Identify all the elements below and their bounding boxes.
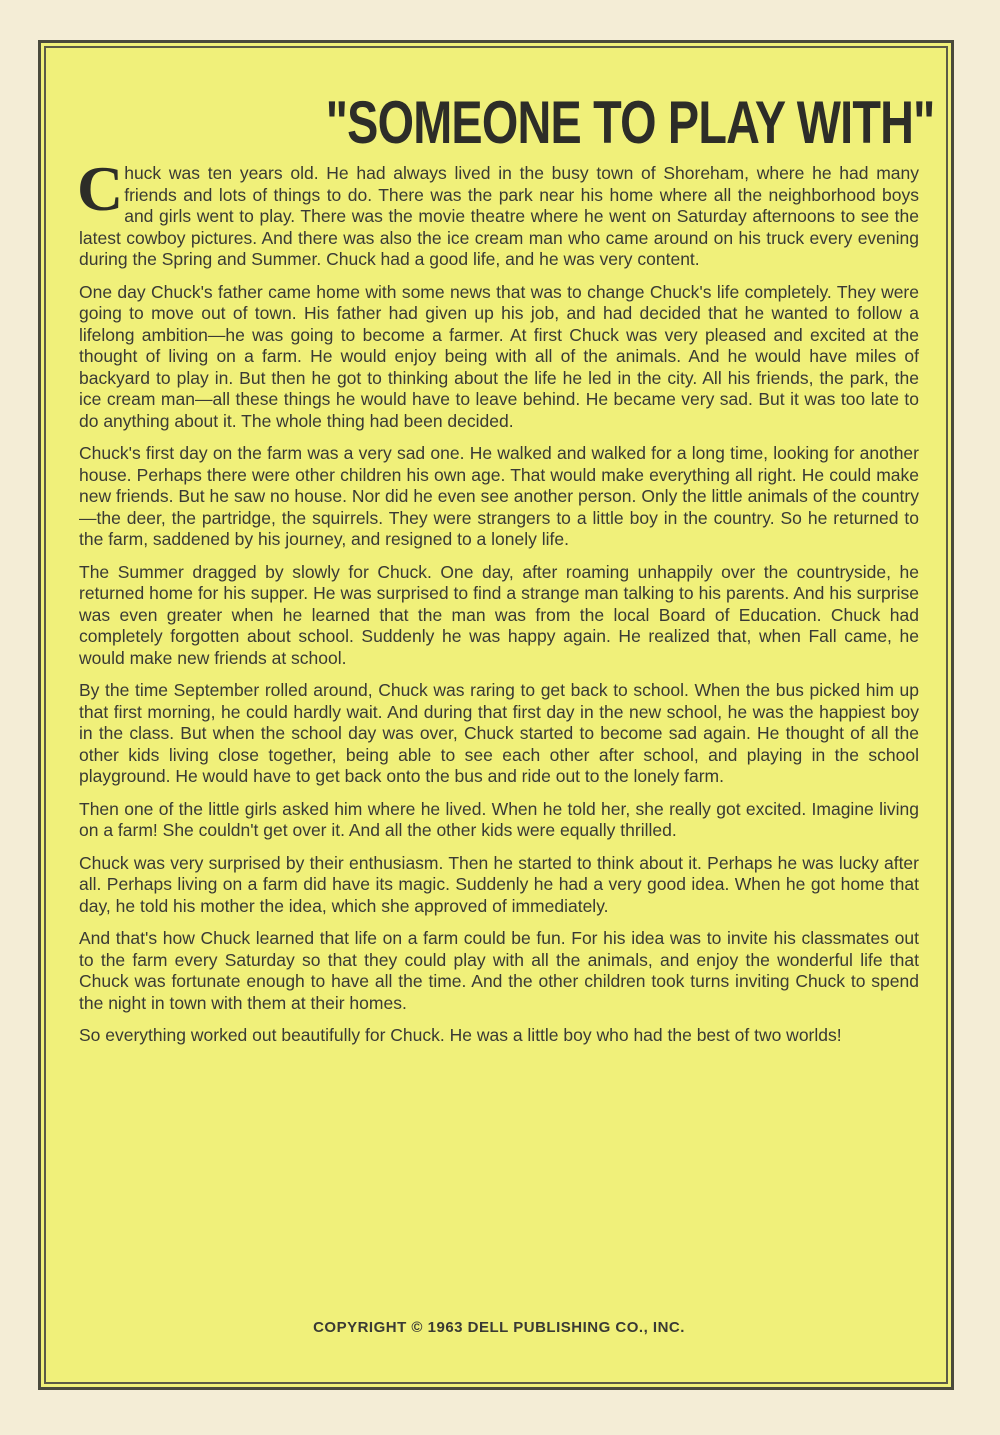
story-body bbox=[77, 153, 919, 1058]
copyright-notice: COPYRIGHT © 1963 DELL PUBLISHING CO., INC. bbox=[313, 1319, 685, 1336]
story-paragraph-2: One day Chuck's father came home with some news that was to change Chuck's life completely. They were going to move out of town. His father had given up his job, and had decided that he wanted to follow a lifelong ambition—he was going to become a farmer. At first Chuck was very pleased and excited at the thought of living on a farm. He would enjoy being with all of the animals. And he would have miles of backyard to play in. But then he got to thinking about the life he led in the city. All his friends, the park, the ice cream man—all these things he would have to leave behind. He became very sad. But it was too late to do anything about it. The whole thing had been decided. bbox=[79, 281, 919, 431]
story-paragraph-5: By the time September rolled around, Chuck was raring to get back to school. When the bus picked him up that first morning, he could hardly wait. And during that first day in the new school, he was the happiest boy in the class. But when the school day was over, Chuck started to become sad again. He thought of all the other kids living close together, being able to see each other after school, and playing in the school playground. He would have to get back onto the bus and ride out to the lonely farm. bbox=[79, 680, 919, 786]
story-paragraph-9: So everything worked out beautifully for Chuck. He was a little boy who had the best of two worlds! bbox=[79, 1025, 842, 1045]
text-story-panel bbox=[38, 40, 954, 1390]
story-paragraph-7: Chuck was very surprised by their enthusiasm. Then he started to think about it. Perhaps he was lucky after all. Perhaps living on a farm did have its magic. Suddenly he had a very good idea. When he got home that day, he told his mother the idea, which she approved of immediately. bbox=[79, 852, 919, 916]
drop-cap: C bbox=[77, 153, 124, 224]
story-paragraph-1-text: huck was ten years old. He had always lived in the busy town of Shoreham, where he had many friends and lots of things to do. There was the park near his home where all the neighborhood boys and girls went to play. There was the movie theatre where he went on Saturday afternoons to see the latest cowboy pictures. And there was also the ice cream man who came around on his truck every evening during the Spring and Summer. Chuck had a good life, and he was very content. bbox=[79, 163, 919, 269]
story-title: "SOMEONE TO PLAY WITH" bbox=[326, 89, 935, 156]
story-paragraph-1 bbox=[77, 153, 919, 271]
story-paragraph-6: Then one of the little girls asked him where he lived. When he told her, she really got excited. Imagine living on a farm! She couldn't get over it. And all the other kids were equally thrilled. bbox=[79, 798, 919, 840]
story-paragraph-3: Chuck's first day on the farm was a very sad one. He walked and walked for a long time, looking for another house. Perhaps there were other children his own age. That would make everything all right. He could make new friends. But he saw no house. Nor did he even see another person. Only the little animals of the country—the deer, the partridge, the squirrels. They were strangers to a little boy in the country. So he returned to the farm, saddened by his journey, and resigned to a lonely life. bbox=[79, 443, 919, 549]
story-paragraph-4: The Summer dragged by slowly for Chuck. One day, after roaming unhappily over the countryside, he returned home for his supper. He was surprised to find a strange man talking to his parents. And his surprise was even greater when he learned that the man was from the local Board of Education. Chuck had completely forgotten about school. Suddenly he was happy again. He realized that, when Fall came, he would make new friends at school. bbox=[79, 561, 919, 668]
story-paragraph-8: And that's how Chuck learned that life on a farm could be fun. For his idea was to invite his classmates out to the farm every Saturday so that they could play with all the animals, and enjoy the wonderful life that Chuck was fortunate enough to have all the time. And the other children took turns inviting Chuck to spend the night in town with them at their homes. bbox=[79, 928, 919, 1013]
